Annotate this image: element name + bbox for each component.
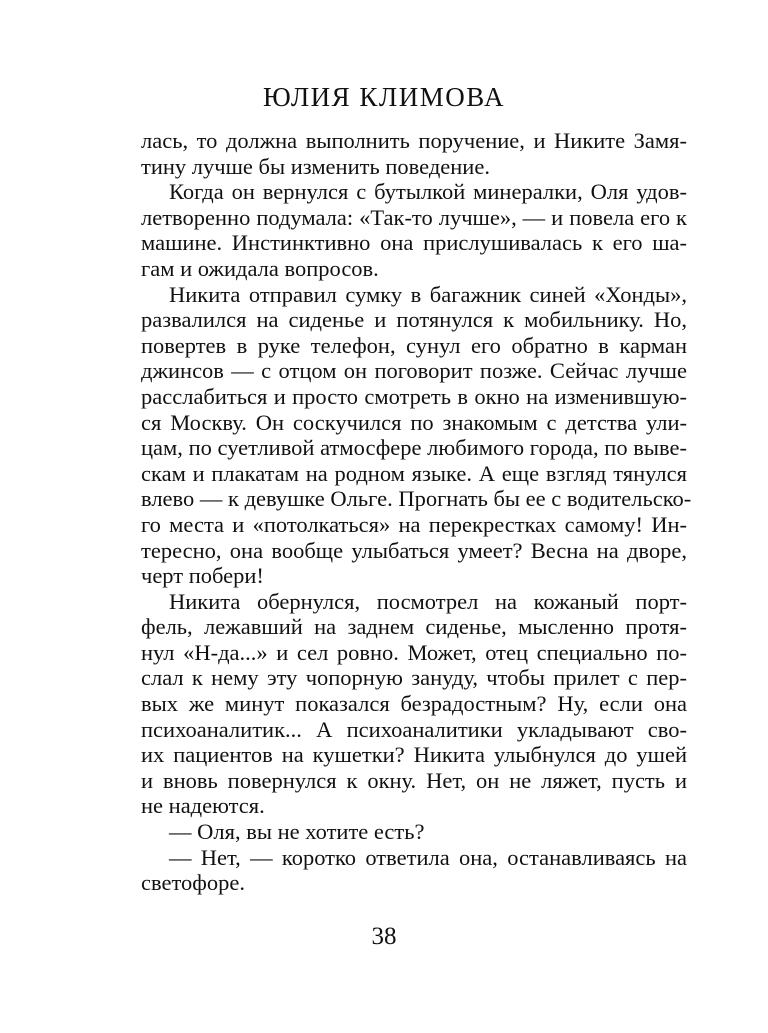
body-text: [141, 128, 692, 896]
text-line: Никита отправил сумку в багажник синей «Хонды»,: [169, 281, 687, 307]
text-line: — Оля, вы не хотите есть?: [169, 819, 425, 845]
text-line: их пациентов на кушетки? Никита улыбнулся до ушей: [141, 742, 687, 768]
text-line: фель, лежавший на заднем сиденье, мысленно протя-: [141, 614, 687, 640]
text-line: светофоре.: [141, 870, 245, 896]
text-line: го места и «потолкаться» на перекрестках самому! Ин-: [141, 511, 687, 537]
text-line: расслабиться и просто смотреть в окно на изменившую-: [141, 383, 687, 409]
text-line: ся Москву. Он соскучился по знакомым с детства ули-: [141, 409, 687, 435]
text-line: повертев в руке телефон, сунул его обратно в карман: [141, 332, 687, 358]
text-line: черт побери!: [141, 563, 264, 589]
text-line: гам и ожидала вопросов.: [141, 255, 379, 281]
running-head: ЮЛИЯ КЛИМОВА: [262, 82, 506, 112]
text-line: нул «Н-да...» и сел ровно. Может, отец специально по-: [141, 639, 687, 665]
text-line: машине. Инстинктивно она прислушивалась к его ша-: [141, 230, 687, 256]
text-line: Никита обернулся, посмотрел на кожаный порт-: [169, 588, 687, 614]
text-line: не надеются.: [141, 793, 265, 819]
text-line: развалился на сиденье и потянулся к мобильнику. Но,: [141, 307, 687, 333]
text-line: тересно, она вообще улыбаться умеет? Весна на дворе,: [141, 537, 687, 563]
text-line: лась, то должна выполнить поручение, и Никите Замя-: [141, 128, 687, 153]
text-line: влево — к девушке Ольге. Прогнать бы ее с водительско-: [141, 486, 692, 512]
text-line: Когда он вернулся с бутылкой минералки, Оля удов-: [169, 179, 687, 205]
text-line: вых же минут показался безрадостным? Ну, если она: [141, 691, 687, 717]
text-line: слал к нему эту чопорную зануду, чтобы прилет с пер-: [141, 665, 687, 691]
text-line: психоаналитик... А психоаналитики укладывают сво-: [141, 716, 687, 742]
text-line: и вновь повернулся к окну. Нет, он не ляжет, пусть и: [141, 767, 687, 793]
text-line: тину лучше бы изменить поведение.: [141, 153, 490, 179]
page-number: 38: [371, 923, 397, 950]
text-line: летворенно подумала: «Так-то лучше», — и повела его к: [141, 204, 687, 230]
text-line: — Нет, — коротко ответила она, останавливаясь на: [169, 844, 687, 870]
text-line: цам, по суетливой атмосфере любимого города, по выве-: [141, 435, 687, 461]
text-line: джинсов — с отцом он поговорит позже. Сейчас лучше: [141, 358, 687, 384]
text-line: скам и плакатам на родном языке. А еще взгляд тянулся: [141, 460, 687, 486]
